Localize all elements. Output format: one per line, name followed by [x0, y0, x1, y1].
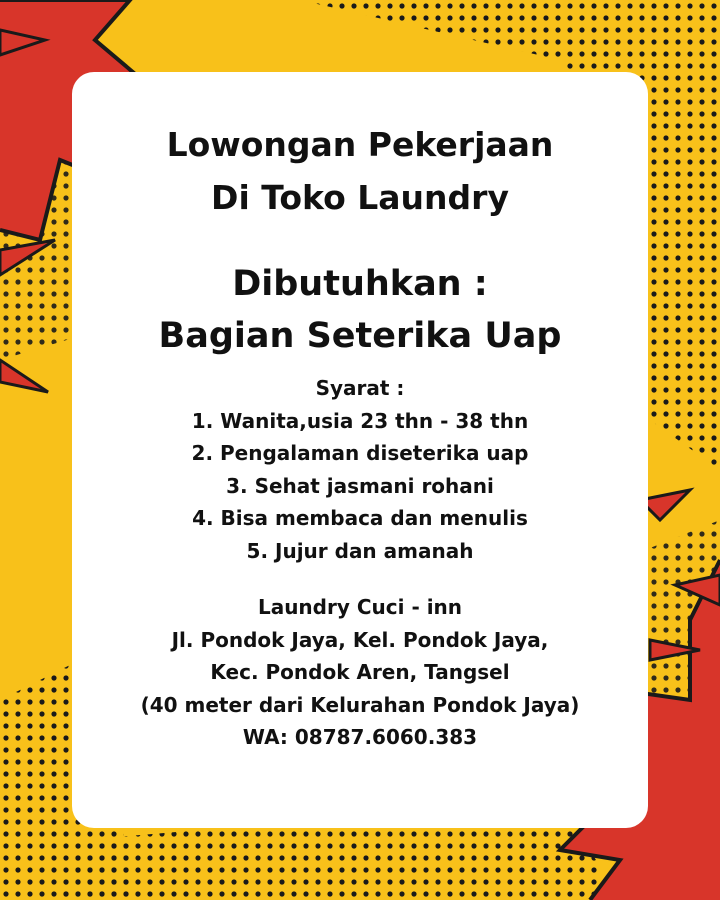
requirement-item: 1. Wanita,usia 23 thn - 38 thn [191, 408, 529, 433]
heading-line: Bagian Seterika Uap [158, 316, 562, 356]
requirement-item: 4. Bisa membaca dan menulis [192, 506, 528, 530]
title-line: Di Toko Laundry [211, 178, 509, 217]
whatsapp-number: WA: 08787.6060.383 [242, 725, 478, 749]
poster-title [72, 118, 648, 224]
address-line: Kec. Pondok Aren, Tangsel [210, 660, 510, 684]
requirements-label: Syarat : [315, 376, 405, 400]
title-line: Lowongan Pekerjaan [166, 125, 554, 164]
requirement-item: 5. Jujur dan amanah [246, 538, 474, 563]
address-note: (40 meter dari Kelurahan Pondok Jaya) [140, 692, 580, 717]
requirement-item: 2. Pengalaman diseterika uap [191, 441, 529, 465]
job-heading [72, 258, 648, 362]
business-name: Laundry Cuci - inn [257, 595, 463, 619]
address-line: Jl. Pondok Jaya, Kel. Pondok Jaya, [171, 627, 549, 652]
requirements-list [72, 372, 648, 567]
contact-info [72, 591, 648, 754]
heading-line: Dibutuhkan : [232, 264, 488, 304]
requirement-item: 3. Sehat jasmani rohani [226, 473, 494, 498]
